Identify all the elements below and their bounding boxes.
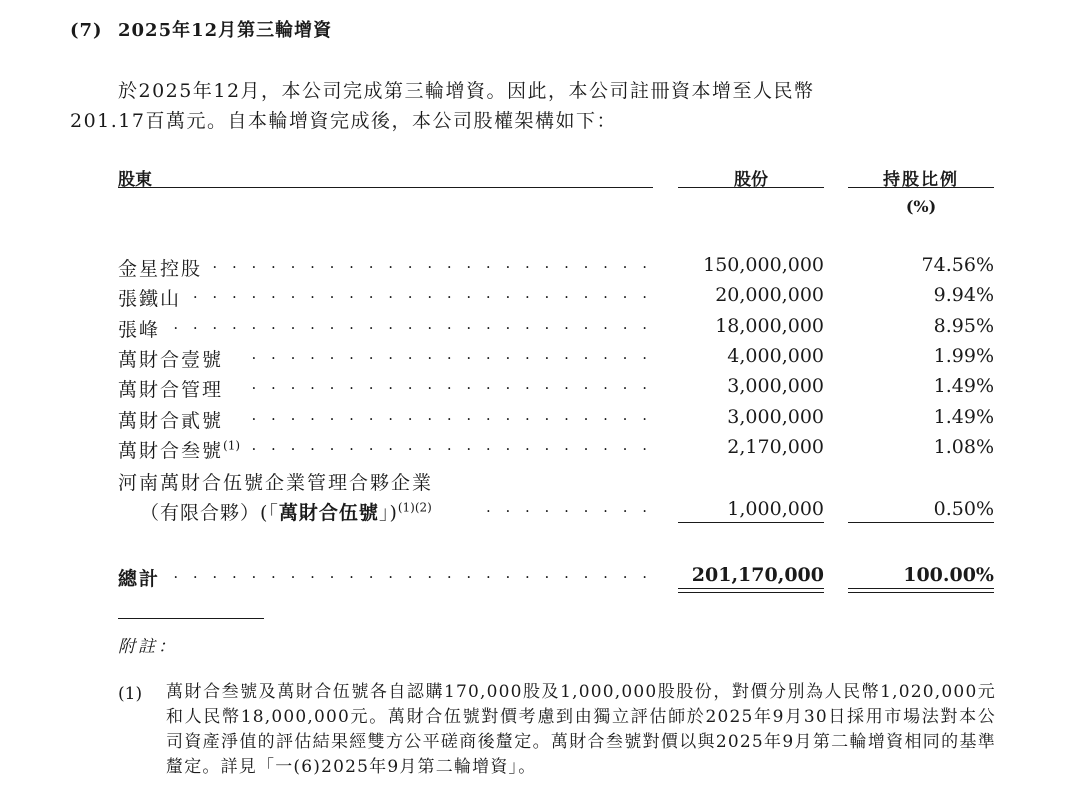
shares-cell: 18,000,000 — [715, 314, 824, 337]
percentage-cell: 1.08% — [933, 435, 994, 458]
leader-dots: . . . . . . . . . . . . . . . . . . . . . . . . . — [173, 314, 652, 333]
total-shares: 201,170,000 — [691, 564, 824, 586]
name-bold: 萬財合伍號 — [278, 502, 379, 524]
percentage-cell: 0.50% — [933, 498, 994, 520]
shares-cell: 2,170,000 — [727, 435, 824, 458]
table-row-name-line-2 — [140, 498, 432, 525]
section-title: 2025年12月第三輪增資 — [118, 20, 333, 41]
subtotal-rule-shares — [678, 522, 824, 523]
percentage-cell: 8.95% — [933, 314, 994, 337]
percentage-cell: 9.94% — [933, 284, 994, 307]
note-marker: (1) — [118, 684, 143, 704]
table-row-name-line-1: 河南萬財合伍號企業管理合夥企業 — [118, 472, 434, 494]
paragraph-line-2: 201.17百萬元。自本輪增資完成後，本公司股權架構如下： — [70, 110, 617, 132]
total-label: 總計 — [118, 568, 161, 590]
holder-name: 萬財合壹號 — [118, 348, 224, 371]
table-row — [118, 345, 994, 373]
total-percentage: 100.00% — [903, 564, 994, 586]
intro-paragraph — [70, 76, 1000, 136]
shares-cell: 20,000,000 — [715, 284, 824, 307]
table-row — [118, 254, 994, 282]
total-double-rule-percentage — [848, 588, 994, 593]
shares-cell: 150,000,000 — [703, 254, 824, 276]
footnote-ref: (1)(2) — [397, 500, 432, 515]
total-double-rule-shares — [678, 588, 824, 593]
holder-name: 萬財合管理 — [118, 379, 224, 402]
notes-heading: 附註： — [118, 637, 178, 657]
percentage-cell: 74.56% — [921, 254, 994, 276]
holder-name: 萬財合貳號 — [118, 409, 224, 432]
column-header-holder: 股東 — [118, 165, 653, 188]
holder-name: 張峰 — [118, 318, 161, 341]
shares-cell: 3,000,000 — [727, 375, 824, 398]
percentage-cell: 1.49% — [933, 405, 994, 428]
leader-dots: . . . . . . . . . — [485, 498, 652, 516]
table-row — [118, 375, 994, 403]
table-row — [118, 284, 994, 312]
column-header-shares: 股份 — [678, 165, 824, 188]
leader-dots: . . . . . . . . . . . . . . . . . . . . . . . — [212, 254, 652, 272]
footnote-ref: (1) — [223, 438, 241, 453]
paragraph-line-1: 於2025年12月，本公司完成第三輪增資。因此，本公司註冊資本增至人民幣 — [118, 80, 815, 102]
table-row — [118, 406, 994, 434]
leader-dots: . . . . . . . . . . . . . . . . . . . . . . . . — [192, 284, 652, 303]
table-row — [118, 315, 994, 343]
leader-dots: . . . . . . . . . . . . . . . . . . . . . — [251, 405, 652, 424]
section-heading — [70, 16, 332, 42]
holder-name: 張鐵山 — [118, 288, 182, 311]
subtotal-rule-percentage — [848, 522, 994, 523]
name-prefix: （有限合夥）(「 — [140, 502, 279, 524]
percentage-cell: 1.49% — [933, 375, 994, 398]
percentage-cell: 1.99% — [933, 344, 994, 367]
percentage-unit: (%) — [905, 197, 937, 216]
holder-name: 金星控股 — [118, 258, 203, 280]
leader-dots: . . . . . . . . . . . . . . . . . . . . . — [251, 344, 652, 363]
shares-cell: 1,000,000 — [727, 498, 824, 520]
note-text: 萬財合叁號及萬財合伍號各自認購170,000股及1,000,000股股份，對價分別為人民幣1,020,000元和人民幣18,000,000元。萬財合伍號對價考慮到由獨立評估師於2025年9月30日採用市場法對本公司資產淨值的評估結果經雙方公平磋商後釐定。萬財合叁號對價以與2025年9月第二輪增資相同的基準釐定。詳見「一(6)2025年9月第二輪增資」。 — [166, 682, 996, 777]
name-suffix: 」) — [378, 502, 398, 524]
leader-dots: . . . . . . . . . . . . . . . . . . . . . — [251, 375, 652, 394]
leader-dots: . . . . . . . . . . . . . . . . . . . . . . . . . — [173, 564, 652, 582]
holder-name: 萬財合叁號$^{(1)}$ — [118, 438, 241, 462]
column-header-percentage: 持股比例 — [848, 165, 994, 188]
notes-divider — [118, 618, 264, 619]
shares-cell: 4,000,000 — [727, 344, 824, 367]
table-row — [118, 436, 994, 464]
section-number: (7) — [70, 20, 103, 41]
leader-dots: . . . . . . . . . . . . . . . . . . . . . — [251, 435, 652, 454]
shares-cell: 3,000,000 — [727, 405, 824, 428]
